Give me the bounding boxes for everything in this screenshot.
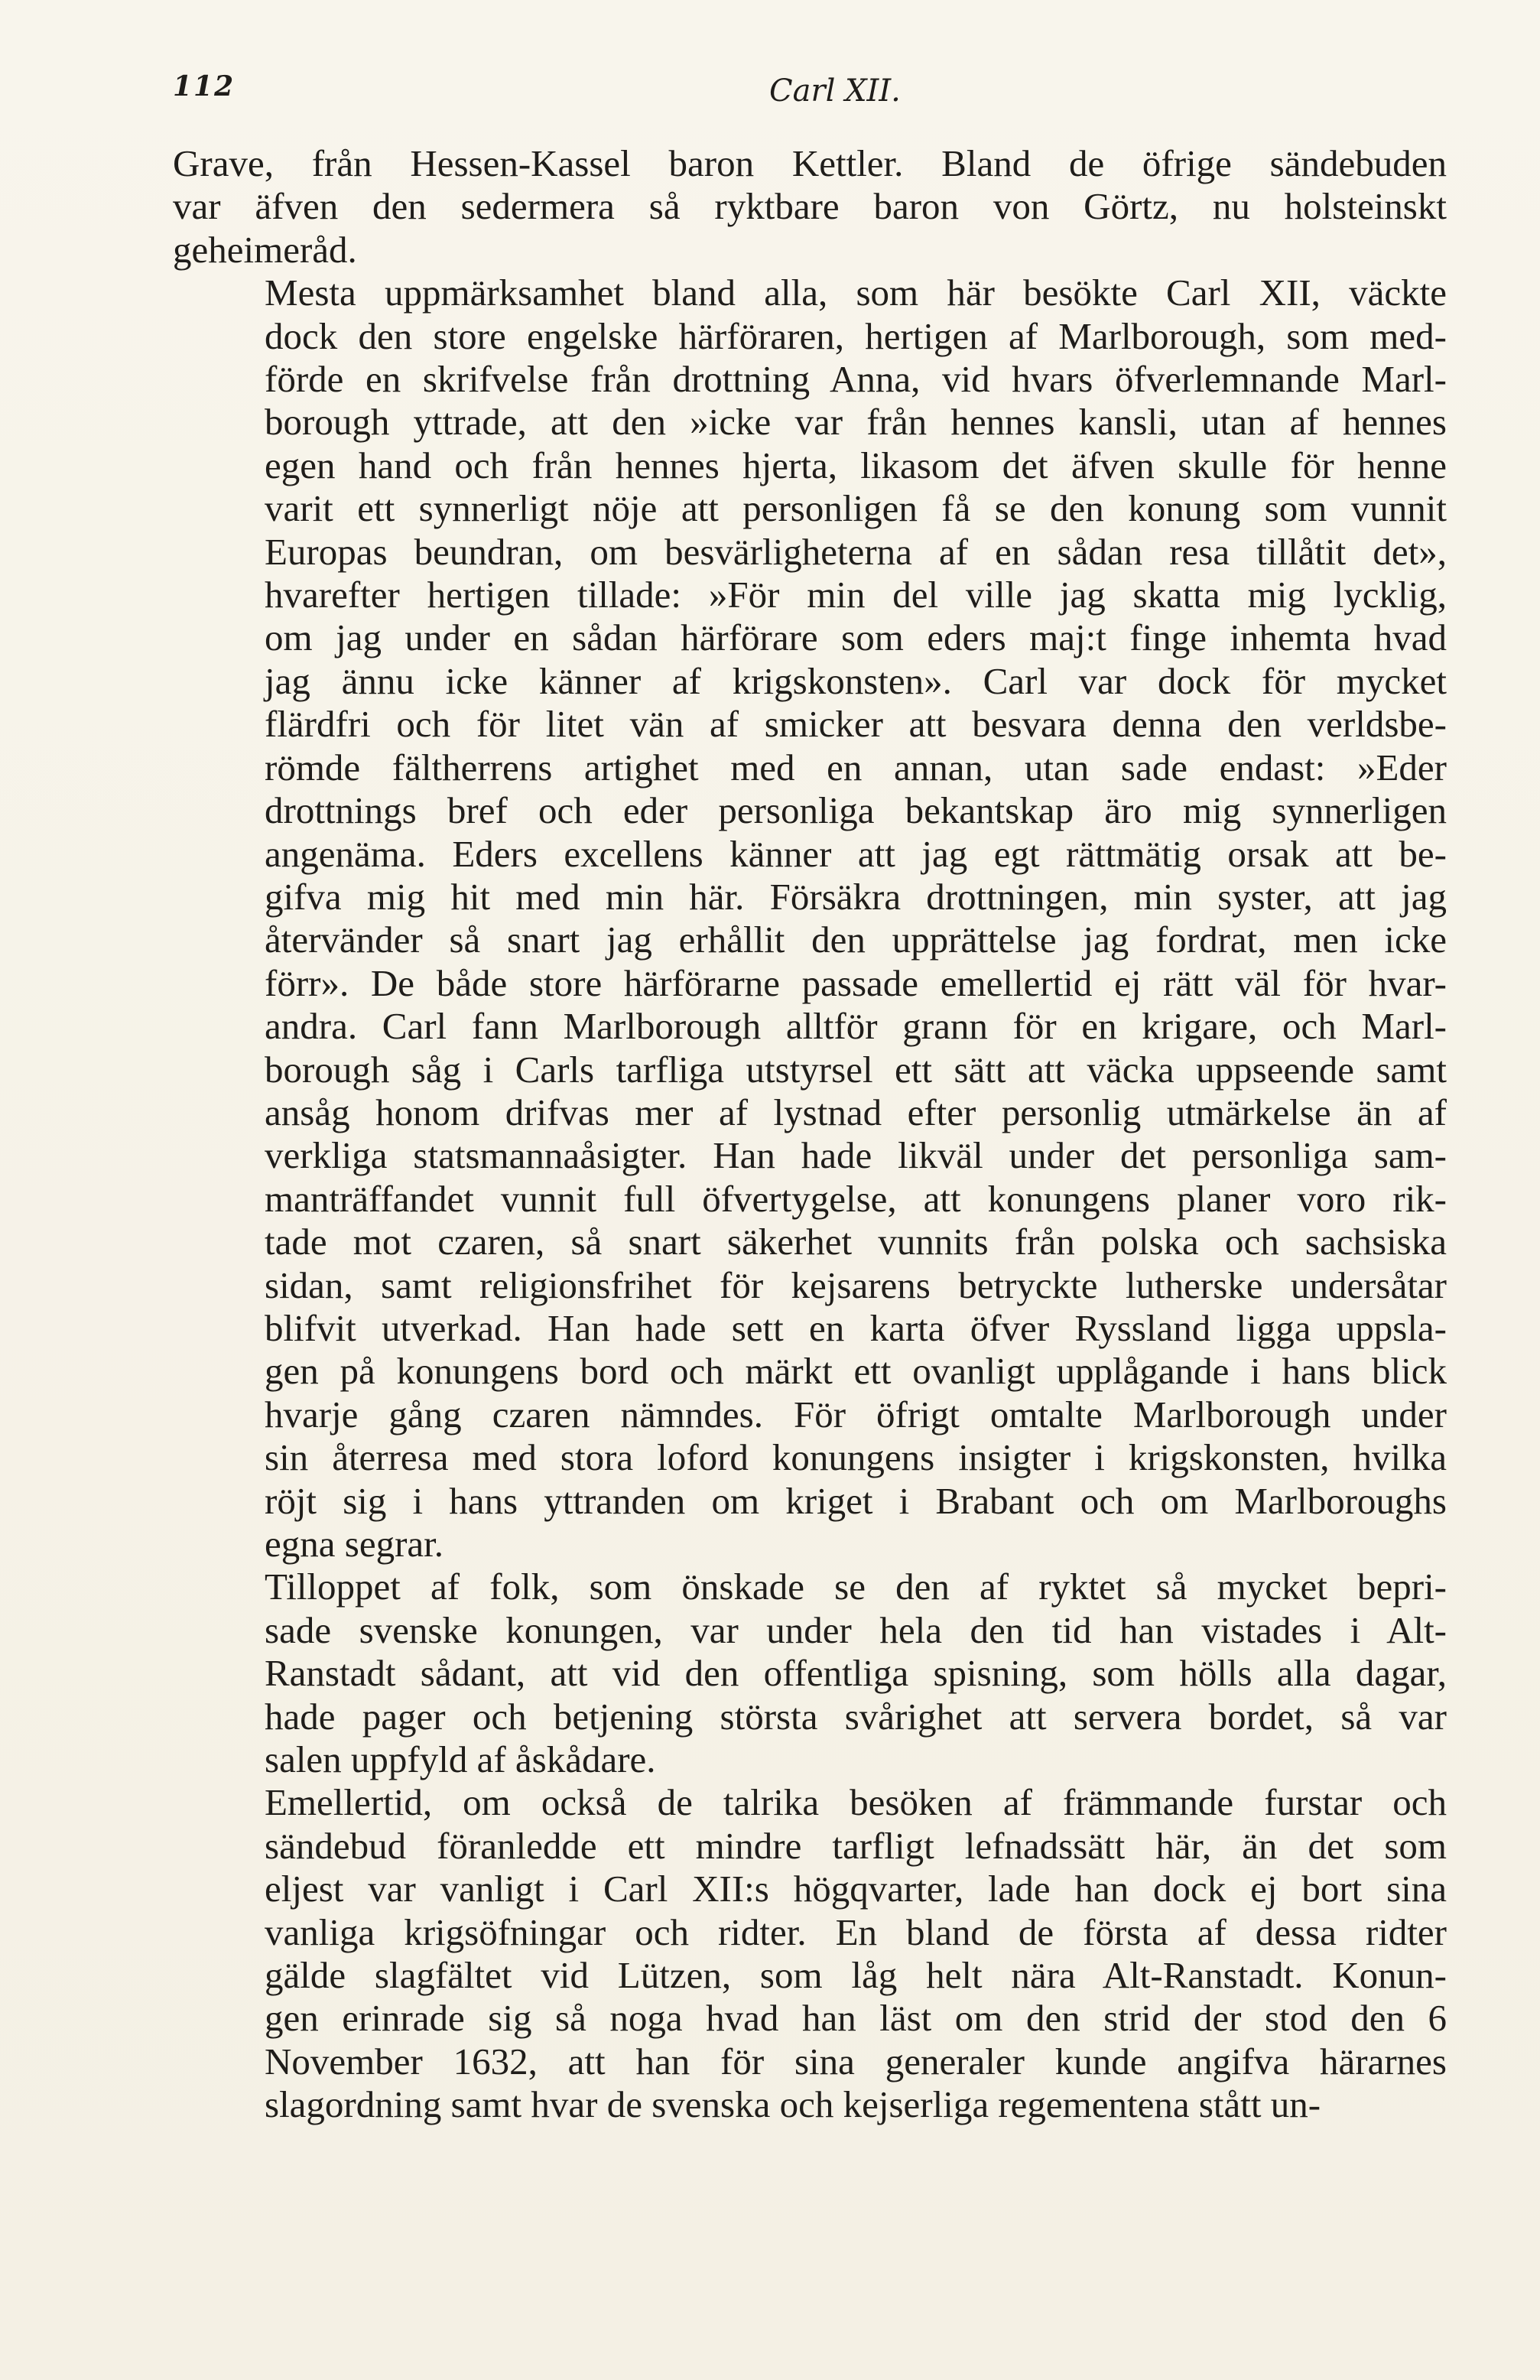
text-line: blifvit utverkad. Han hade sett en karta öfver Ryssland ligga uppsla- [265, 1306, 1447, 1349]
page-number: 112 [173, 70, 236, 102]
text-line: förde en skrifvelse från drottning Anna, vid hvars öfverlemnande Marl- [265, 358, 1447, 401]
text-line: hvarefter hertigen tillade: »För min del ville jag skatta mig lycklig, [265, 574, 1447, 616]
text-line: hade pager och betjening största svårighet att servera bordet, så var [265, 1695, 1447, 1738]
text-line: egna segrar. [265, 1523, 443, 1565]
text-line: salen uppfyld af åskådare. [265, 1738, 656, 1781]
text-line: egen hand och från hennes hjerta, likasom det äfven skulle för henne [265, 444, 1447, 486]
text-line: manträffandet vunnit full öfvertygelse, att konungens planer voro rik- [265, 1177, 1447, 1220]
text-line: sin återresa med stora loford konungens insigter i krigskonsten, hvilka [265, 1436, 1447, 1479]
text-line: jag ännu icke känner af krigskonsten». Carl var dock för mycket [265, 659, 1447, 702]
paragraph [173, 271, 1447, 1566]
text-line: varit ett synnerligt nöje att personligen få se den konung som vunnit [265, 487, 1447, 530]
text-line: sändebud föranledde ett mindre tarfligt lefnadssätt här, än det som [265, 1824, 1447, 1867]
text-line: tade mot czaren, så snart säkerhet vunnits från polska och sachsiska [265, 1221, 1447, 1263]
paragraph [173, 1566, 1447, 1781]
text-line: römde fältherrens artighet med en annan, utan sade endast: »Eder [265, 746, 1447, 788]
text-line: förr». De både store härförarne passade emellertid ej rätt väl för hvar- [265, 961, 1447, 1004]
text-line: slagordning samt hvar de svenska och kejserliga regementena stått un- [265, 2083, 1321, 2126]
text-line: borough yttrade, att den »icke var från hennes kansli, utan af hennes [265, 401, 1447, 444]
text-line: var äfven den sedermera så ryktbare baron von Görtz, nu holsteinskt [173, 185, 1447, 228]
text-line: återvänder så snart jag erhållit den upprättelse jag fordrat, men icke [265, 919, 1447, 961]
text-line: om jag under en sådan härförare som eders maj:t finge inhemta hvad [265, 616, 1447, 659]
text-line: gen på konungens bord och märkt ett ovanligt upplågande i hans blick [265, 1350, 1447, 1393]
text-line: eljest var vanligt i Carl XII:s högqvarter, lade han dock ej bort sina [265, 1868, 1447, 1910]
text-line: angenäma. Eders excellens känner att jag egt rättmätig orsak att be- [265, 832, 1447, 875]
text-line: borough såg i Carls tarfliga utstyrsel ett sätt att väcka uppseende samt [265, 1048, 1447, 1091]
text-line: November 1632, att han för sina generaler kunde angifva härarnes [265, 2040, 1447, 2082]
text-line: gen erinrade sig så noga hvad han läst om den strid der stod den 6 [265, 1997, 1447, 2040]
text-line: Mesta uppmärksamhet bland alla, som här besökte Carl XII, väckte [265, 271, 1447, 314]
text-line: sidan, samt religionsfrihet för kejsarens betryckte lutherske undersåtar [265, 1263, 1447, 1306]
text-line: sade svenske konungen, var under hela den tid han vistades i Alt- [265, 1608, 1447, 1651]
text-line: andra. Carl fann Marlborough alltför grann för en krigare, och Marl- [265, 1005, 1447, 1048]
text-line: Grave, från Hessen-Kassel baron Kettler. Bland de öfrige sändebuden [173, 142, 1447, 184]
paragraph [173, 1781, 1447, 2126]
paragraph [173, 142, 1447, 271]
body-text [173, 142, 1447, 2127]
text-line: drottnings bref och eder personliga bekantskap äro mig synnerligen [265, 789, 1447, 832]
text-line: geheimeråd. [173, 228, 357, 271]
text-line: Tilloppet af folk, som önskade se den af ryktet så mycket bepri- [265, 1566, 1447, 1608]
text-line: Europas beundran, om besvärligheterna af en sådan resa tillåtit det», [265, 530, 1447, 573]
text-line: hvarje gång czaren nämndes. För öfrigt omtalte Marlborough under [265, 1393, 1447, 1435]
text-line: flärdfri och för litet vän af smicker att besvara denna den verldsbe- [265, 703, 1447, 746]
text-line: verkliga statsmannaåsigter. Han hade likväl under det personliga sam- [265, 1134, 1447, 1177]
text-line: Ranstadt sådant, att vid den offentliga spisning, som hölls alla dagar, [265, 1652, 1447, 1695]
text-line: ansåg honom drifvas mer af lystnad efter personlig utmärkelse än af [265, 1091, 1447, 1133]
text-line: vanliga krigsöfningar och ridter. En bland de första af dessa ridter [265, 1910, 1447, 1953]
running-title: Carl XII. [769, 73, 901, 109]
text-line: gälde slagfältet vid Lützen, som låg helt nära Alt-Ranstadt. Konun- [265, 1954, 1447, 1997]
text-line: dock den store engelske härföraren, hertigen af Marlborough, som med- [265, 314, 1447, 357]
text-line: röjt sig i hans yttranden om kriget i Brabant och om Marlboroughs [265, 1479, 1447, 1522]
running-head [173, 70, 1442, 116]
text-line: gifva mig hit med min här. Försäkra drottningen, min syster, att jag [265, 875, 1447, 918]
text-line: Emellertid, om också de talrika besöken af främmande furstar och [265, 1781, 1447, 1824]
